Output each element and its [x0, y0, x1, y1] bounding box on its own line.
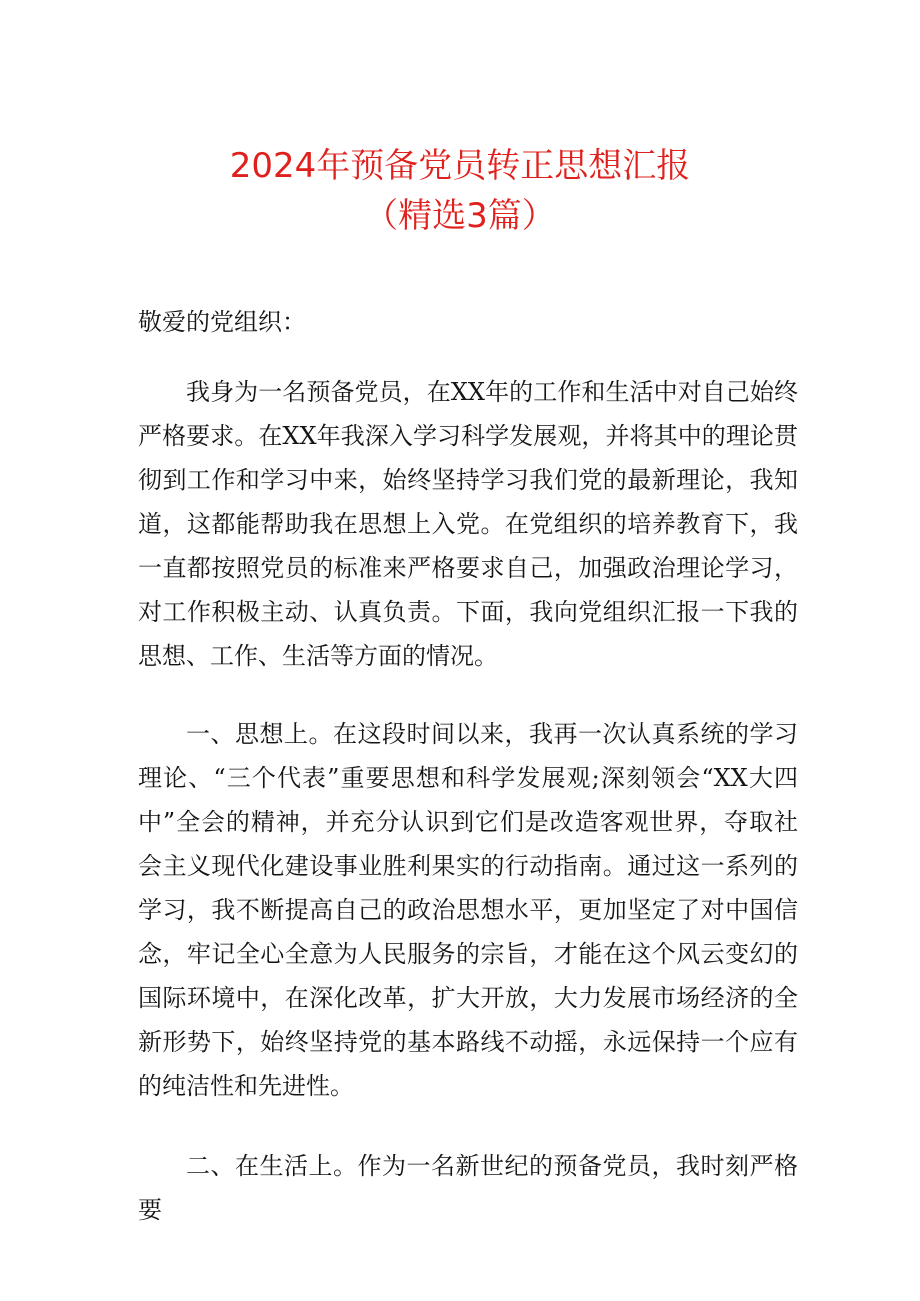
paragraph-intro: 我身为一名预备党员，在XX年的工作和生活中对自己始终严格要求。在XX年我深入学习科学发展观，并将其中的理论贯彻到工作和学习中来，始终坚持学习我们党的最新理论，我知道，这都能帮助我在思想上入党。在党组织的培养教育下，我一直都按照党员的标准来严格要求自己，加强政治理论学习，对工作积极主动、认真负责。下面，我向党组织汇报一下我的思想、工作、生活等方面的情况。 [138, 378, 798, 670]
document-title: 2024年预备党员转正思想汇报 [229, 146, 691, 186]
salutation: 敬爱的党组织： [138, 308, 306, 336]
paragraph-ideology: 一、思想上。在这段时间以来，我再一次认真系统的学习理论、“三个代表”重要思想和科学发展观;深刻领会“XX大四中”全会的精神，并充分认识到它们是改造客观世界，夺取社会主义现代化建设事业胜利果实的行动指南。通过这一系列的学习，我不断提高自己的政治思想水平，更加坚定了对中国信念，牢记全心全意为人民服务的宗旨，才能在这个风云变幻的国际环境中，在深化改革，扩大开放，大力发展市场经济的全新形势下，始终坚持党的基本路线不动摇，永远保持一个应有的纯洁性和先进性。 [138, 720, 798, 1100]
paragraph-life: 二、在生活上。作为一名新世纪的预备党员，我时刻严格要 [138, 1152, 798, 1224]
document-subtitle: （精选3篇） [364, 196, 556, 236]
